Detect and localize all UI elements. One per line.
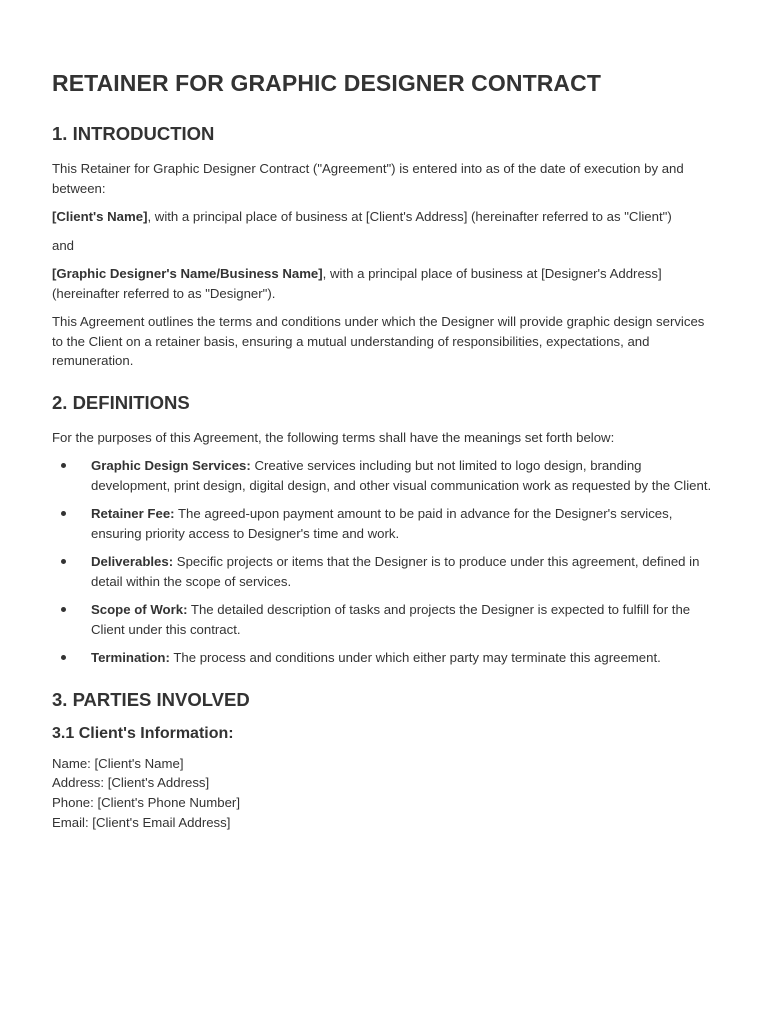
definition-text: The process and conditions under which either party may terminate this agreement. <box>169 650 661 665</box>
parties-heading: 3. PARTIES INVOLVED <box>52 688 250 710</box>
definition-item <box>52 600 718 639</box>
bullet-icon <box>61 463 66 468</box>
bullet-icon <box>61 655 66 660</box>
definition-term: Deliverables: <box>91 554 174 569</box>
definitions-list <box>52 456 718 668</box>
and-text: and <box>52 237 75 253</box>
agreement-outline-paragraph: This Agreement outlines the terms and conditions under which the Designer will provide graphic design services to the Client on a retainer basis, ensuring a mutual understanding of responsibilities, expectations, and remuneration. <box>52 314 705 368</box>
definitions-intro: For the purposes of this Agreement, the following terms shall have the meanings set forth below: <box>52 429 615 445</box>
client-name-placeholder: [Client's Name] <box>52 209 148 224</box>
definition-term: Graphic Design Services: <box>91 458 251 473</box>
designer-party-paragraph <box>52 264 718 303</box>
definitions-heading: 2. DEFINITIONS <box>52 391 190 413</box>
client-phone-line: Phone: [Client's Phone Number] <box>52 795 240 811</box>
introduction-paragraph: This Retainer for Graphic Designer Contract ("Agreement") is entered into as of the date of execution by and between: <box>52 161 684 196</box>
definition-item <box>52 648 718 668</box>
definition-term: Retainer Fee: <box>91 506 175 521</box>
client-address-line: Address: [Client's Address] <box>52 775 210 791</box>
definition-term: Termination: <box>91 650 170 665</box>
bullet-icon <box>61 559 66 564</box>
definition-item <box>52 456 718 495</box>
introduction-heading: 1. INTRODUCTION <box>52 123 215 144</box>
client-name-line: Name: [Client's Name] <box>52 755 184 771</box>
definition-text: Creative services including but not limited to logo design, branding development, print design, digital design, and other visual communication work as requested by the Client. <box>91 458 712 493</box>
designer-name-placeholder: [Graphic Designer's Name/Business Name] <box>52 266 323 281</box>
designer-party-text: , with a principal place of business at [Designer's Address] (hereinafter referred to as "Designer"). <box>52 266 662 301</box>
definition-item <box>52 552 718 591</box>
client-party-text: , with a principal place of business at [Client's Address] (hereinafter referred to as "Client") <box>147 209 672 224</box>
client-email-line: Email: [Client's Email Address] <box>52 814 231 830</box>
definition-text: Specific projects or items that the Designer is to produce under this agreement, defined in detail within the scope of services. <box>91 554 700 589</box>
definition-text: The agreed-upon payment amount to be paid in advance for the Designer's services, ensuring priority access to Designer's time and work. <box>91 506 673 541</box>
introduction-section <box>52 123 718 371</box>
client-info-block <box>52 754 718 833</box>
client-party-paragraph <box>52 207 718 227</box>
bullet-icon <box>61 511 66 516</box>
client-info-heading: 3.1 Client's Information: <box>52 724 234 742</box>
bullet-icon <box>61 607 66 612</box>
definition-item <box>52 504 718 543</box>
definition-text: The detailed description of tasks and projects the Designer is expected to fulfill for the Client under this contract. <box>91 602 691 637</box>
definitions-section <box>52 392 718 668</box>
parties-section <box>52 689 718 833</box>
definition-term: Scope of Work: <box>91 602 188 617</box>
document-title: RETAINER FOR GRAPHIC DESIGNER CONTRACT <box>52 70 601 96</box>
